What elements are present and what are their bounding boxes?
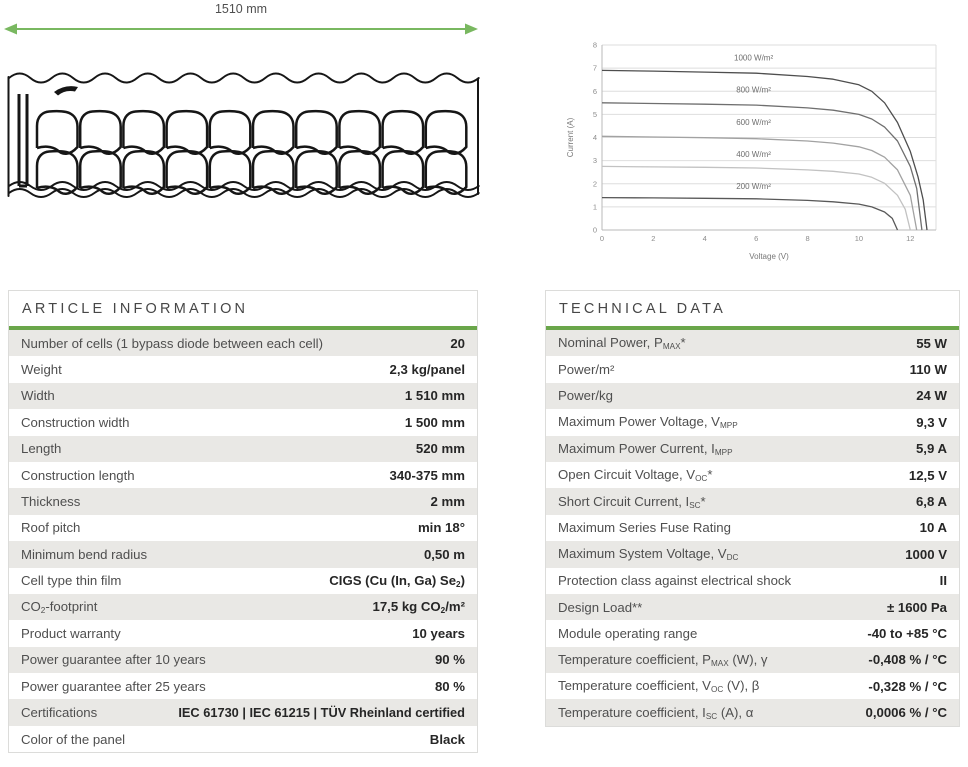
row-value: -0,328 % / °C [868,678,947,694]
row-label: Construction width [21,414,130,430]
row-value: -40 to +85 °C [867,625,947,641]
tile-cell [80,151,121,194]
row-label: Open Circuit Voltage, $V_{OC}*$ [558,467,713,484]
row-label: Maximum System Voltage, $V_{DC}$ [558,546,739,563]
table-row [9,462,477,488]
row-label: Design Load** [558,599,643,615]
row-label: Weight [21,362,62,378]
tile-cell [123,111,163,154]
row-value: 5,9 A [915,441,947,457]
table-row [9,568,477,594]
row-label: Maximum Power Current, $I_{MPP}$ [558,440,733,457]
table-row [546,462,959,488]
tile-cell [210,111,251,154]
table-row [9,383,477,409]
row-value: 0,50 m [423,546,465,562]
svg-text:2: 2 [592,179,597,189]
tile-cell [167,111,208,154]
table-row [546,594,959,620]
table-row [9,356,477,382]
row-value: 10 years [412,625,465,641]
tile-cell [296,111,337,154]
row-label: Protection class against electrical shock [558,573,792,589]
row-value: 55 W [916,335,947,351]
svg-text:8: 8 [805,234,810,243]
row-value: -0,408 % / °C [868,652,947,668]
row-value: IEC 61730 | IEC 61215 | TÜV Rheinland certified [178,705,465,721]
row-value: 110 W [909,362,947,378]
table-row [546,699,959,725]
svg-text:1: 1 [592,202,597,212]
row-label: Temperature coefficient, $P_{MAX}$ (W), γ [558,651,768,668]
row-value: 24 W [916,388,947,404]
chart-ylabel: Current (A) [566,117,575,158]
table-row [9,594,477,620]
arrow-head-right [465,24,478,35]
row-label: Power/kg [558,388,613,404]
table-row [9,436,477,462]
technical-data-title: TECHNICAL DATA [559,300,726,317]
svg-text:2: 2 [651,234,656,243]
row-value: 9,3 V [916,414,947,430]
row-label: Roof pitch [21,520,81,536]
row-label: Maximum Series Fuse Rating [558,520,731,536]
table-row [9,330,477,356]
table-row [9,647,477,673]
svg-text:3: 3 [592,156,597,166]
table-row [9,726,477,752]
label-mark [54,86,78,95]
svg-text:12: 12 [906,234,915,243]
row-value: 90 % [434,652,465,668]
iv-curve-chart [562,30,964,266]
row-label: $CO_2$-footprint [21,599,98,615]
row-value: Black [429,731,465,747]
row-value: CIGS (Cu (In, Ga) $Se_2$) [329,572,465,589]
svg-text:5: 5 [592,109,597,119]
svg-text:4: 4 [592,133,597,143]
dimension-arrow [4,21,478,37]
svg-text:0: 0 [592,225,597,235]
row-label: Construction length [21,467,135,483]
row-value: 2 mm [430,494,465,510]
article-information-table [8,290,478,753]
table-row [546,515,959,541]
table-row [546,673,959,699]
row-value: 520 mm [415,441,465,457]
row-label: Certifications [21,705,98,721]
tile-cell [253,111,294,154]
row-value: 2,3 kg/panel [389,362,465,378]
row-label: Length [21,441,62,457]
chart-xlabel: Voltage (V) [749,252,789,261]
svg-text:6: 6 [592,86,597,96]
row-value: 80 % [434,678,465,694]
row-value: 1 500 mm [404,414,465,430]
table-row [546,620,959,646]
table-row [9,515,477,541]
row-label: Module operating range [558,625,698,641]
technical-data-header [546,291,959,326]
row-value: 0,0006 % / °C [865,705,947,721]
table-row [546,568,959,594]
row-value: 6,8 A [915,494,947,510]
svg-text:10: 10 [854,234,864,243]
table-row [546,356,959,382]
tile-cell [37,151,78,194]
table-row [546,383,959,409]
table-row [9,488,477,514]
tile-cell [426,111,467,154]
table-row [9,673,477,699]
row-label: Power/m² [558,362,615,378]
dimension-label: 1510 mm [214,2,268,16]
left-batten [19,94,27,186]
row-value: 1000 V [905,546,947,562]
curve-label: 800 W/m² [736,85,771,95]
row-value: 20 [450,335,465,351]
curve-label: 400 W/m² [736,150,771,160]
row-label: Temperature coefficient, $V_{OC}$ (V), β [558,678,760,695]
row-label: Product warranty [21,625,121,641]
row-label: Width [21,388,55,404]
tile-cell [80,111,121,154]
curve-label: 1000 W/m² [734,53,774,63]
table-row [9,699,477,725]
row-label: Cell type thin film [21,573,122,589]
table-row [546,541,959,567]
row-value: 17,5 kg $CO_2/m^2$ [372,599,465,615]
arrow-head-left [4,24,17,35]
technical-rows [546,330,959,726]
table-row [546,647,959,673]
row-label: Temperature coefficient, $I_{SC}$ (A), α [558,704,754,721]
svg-text:4: 4 [702,234,707,243]
article-rows [9,330,477,752]
technical-data-table [545,290,960,727]
curve-label: 600 W/m² [736,118,771,128]
row-value: 12,5 V [908,467,947,483]
tables-area [8,290,960,753]
table-row [546,436,959,462]
tile-cell [339,111,380,154]
svg-text:0: 0 [599,234,605,243]
row-value: 1 510 mm [404,388,465,404]
tile-cell [167,151,208,194]
row-label: Number of cells (1 bypass diode between each cell) [21,335,324,351]
row-value: ± 1600 Pa [886,599,947,615]
row-value: 10 A [919,520,947,536]
row-value: 340-375 mm [389,467,465,483]
table-row [9,409,477,435]
row-value: min 18° [417,520,465,536]
table-row [546,488,959,514]
row-label: Color of the panel [21,731,126,747]
table-row [9,541,477,567]
article-information-header [9,291,477,326]
panel-line-drawing [4,64,480,232]
tile-cell [383,111,424,154]
row-label: Power guarantee after 25 years [21,678,206,694]
tile-cell [123,151,163,194]
iv-curve-200 [602,198,898,230]
row-label: Minimum bend radius [21,546,148,562]
row-label: Maximum Power Voltage, $V_{MPP}$ [558,414,738,431]
svg-text:8: 8 [592,40,597,50]
table-row [9,620,477,646]
table-row [546,409,959,435]
row-label: Thickness [21,494,81,510]
article-information-title: ARTICLE INFORMATION [22,300,249,317]
row-value: II [939,573,947,589]
curve-label: 200 W/m² [736,181,771,191]
row-label: Short Circuit Current, $I_{SC}*$ [558,493,706,510]
table-row [546,330,959,356]
row-label: Power guarantee after 10 years [21,652,206,668]
svg-text:6: 6 [754,234,759,243]
row-label: Nominal Power, $P_{MAX}*$ [558,335,686,352]
tile-cell [37,111,78,154]
svg-text:7: 7 [592,63,597,73]
